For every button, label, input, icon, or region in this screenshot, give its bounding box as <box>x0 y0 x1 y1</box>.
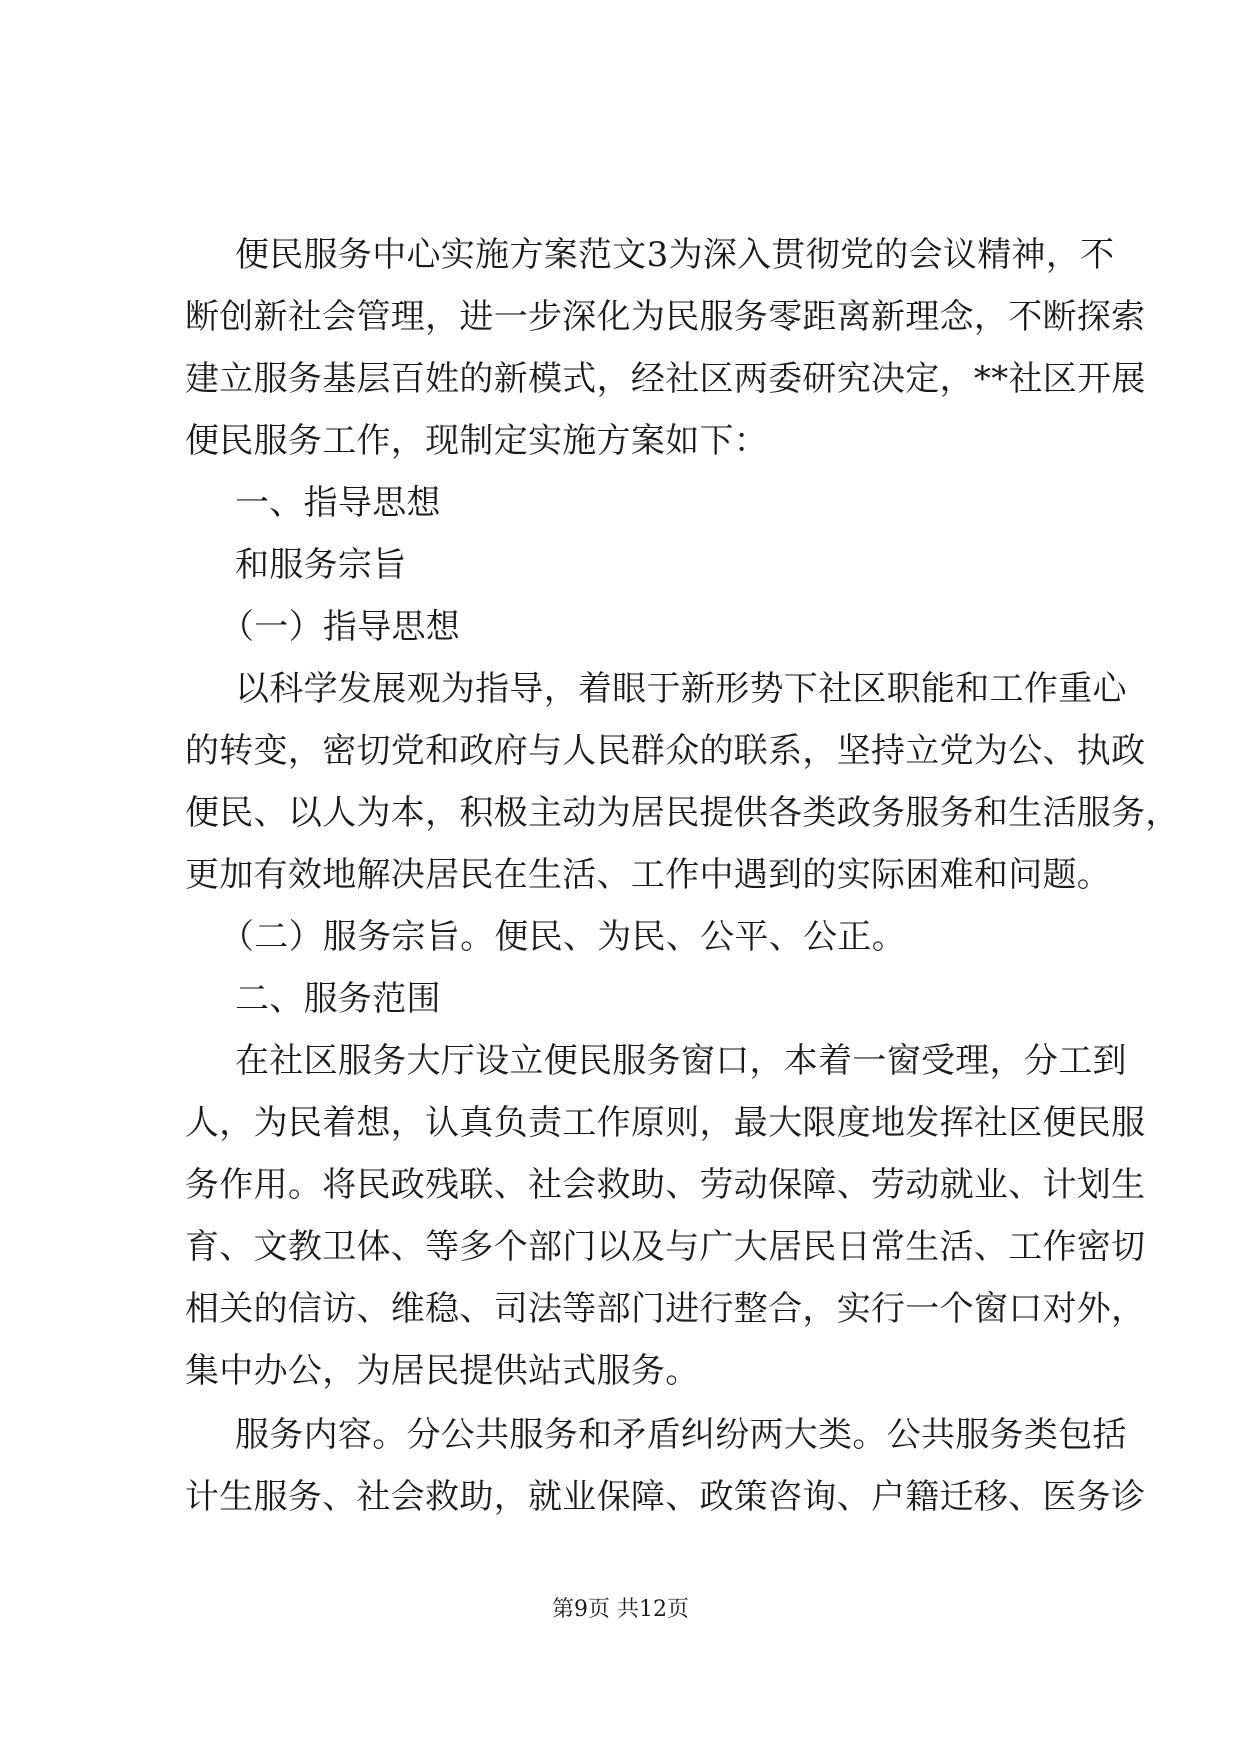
subsection-heading: （一）指导思想 <box>220 607 461 647</box>
paragraph-line: 在社区服务大厅设立便民服务窗口，本着一窗受理，分工到 <box>235 1041 1127 1081</box>
paragraph-line: 以科学发展观为指导，着眼于新形势下社区职能和工作重心 <box>235 669 1127 709</box>
paragraph-line: 育、文教卫体、等多个部门以及与广大居民日常生活、工作密切 <box>185 1227 1146 1267</box>
paragraph-line: 便民服务工作，现制定实施方案如下： <box>185 421 769 461</box>
paragraph-line: 便民服务中心实施方案范文3为深入贯彻党的会议精神，不 <box>235 235 1115 275</box>
paragraph-line: 集中办公，为居民提供站式服务。 <box>185 1351 700 1391</box>
document-body <box>185 224 1180 1528</box>
paragraph-line: 服务内容。分公共服务和矛盾纠纷两大类。公共服务类包括 <box>235 1415 1127 1455</box>
paragraph-line: 务作用。将民政残联、社会救助、劳动保障、劳动就业、计划生 <box>185 1165 1146 1205</box>
section-heading-continued: 和服务宗旨 <box>235 545 407 585</box>
paragraph-line: 建立服务基层百姓的新模式，经社区两委研究决定，**社区开展 <box>185 359 1146 399</box>
paragraph-line: 相关的信访、维稳、司法等部门进行整合，实行一个窗口对外， <box>185 1289 1146 1329</box>
paragraph-line: 计生服务、社会救助，就业保障、政策咨询、户籍迁移、医务诊 <box>185 1477 1146 1517</box>
section-heading: 二、服务范围 <box>235 979 441 1019</box>
paragraph-line: 断创新社会管理，进一步深化为民服务零距离新理念，不断探索 <box>185 297 1146 337</box>
page-number-footer: 第9页 共12页 <box>552 1597 689 1622</box>
paragraph-line: 的转变，密切党和政府与人民群众的联系，坚持立党为公、执政 <box>185 731 1146 771</box>
subsection-heading: （二）服务宗旨。便民、为民、公平、公正。 <box>220 917 906 957</box>
section-heading: 一、指导思想 <box>235 483 441 523</box>
paragraph-line: 人，为民着想，认真负责工作原则，最大限度地发挥社区便民服 <box>185 1103 1146 1143</box>
paragraph-line: 更加有效地解决居民在生活、工作中遇到的实际困难和问题。 <box>185 855 1112 895</box>
paragraph-line: 便民、以人为本，积极主动为居民提供各类政务服务和生活服务， <box>185 793 1180 833</box>
